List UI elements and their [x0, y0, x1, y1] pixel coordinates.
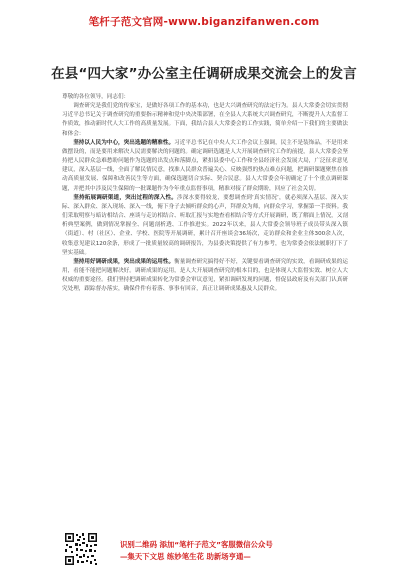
- footer-slogan: —集天下文思 练妙笔生花 助新场亨通—: [120, 552, 251, 561]
- footer: [0, 532, 408, 572]
- page-title: 在县“四大家”办公室主任调研成果交流会上的发言: [51, 66, 357, 82]
- site-header: 笔杆子范文官网-www.biganzifanwen.com: [88, 16, 320, 28]
- section-1-heading: 坚持以人民为中心，突出选题的精准性。: [73, 139, 175, 146]
- section-3: [62, 258, 348, 295]
- footer-cta: 识别二维码 添加“笔杆子范文”客服微信公众号: [120, 540, 273, 549]
- section-1-text: 习近平总书记在中央人大工作会议上强调，民主不是装饰品，不是用来做摆设的，而是要用来解决人民需要解决的问题的。确定调研选题是人大开展调查研究工作的前提，县人大常委会坚持把人民群众急难愁盼问题作为选题的出发点和落脚点，紧扣县委中心工作和全县经济社会发展大局，广泛征求意见建议，深入基层一线，全面了解民情民意，找准人民群众普遍关心、反映强烈的热点难点问题，把调研课题聚焦在推动高质量发展、保障和改善民生等方面，确保选题切合实际、契合民意。县人大常委会年初确定了十个重点调研课题，并把其中涉及民生保障的一批课题作为今年重点监督事项，精准对接了群众期盼，回应了社会关切。: [62, 139, 348, 192]
- section-2: [62, 194, 348, 258]
- paragraph-intro: 调查研究是我们党的传家宝，是做好各项工作的基本功，也是大兴调查研究的法定行为。县人大常委会切实贯彻习近平总书记关于调查研究的重要指示精神和党中央决策部署，在全县人大系统大兴调查研究，不断提升人大监督工作质效，推动新时代人大工作的高质量发展。下面，我结合县人大常委会的工作实践，简单介绍一下我们的主要做法和体会：: [62, 103, 348, 137]
- section-2-heading: 坚持拓展调研渠道，突出过程的深入性。: [73, 194, 177, 201]
- section-1: [62, 139, 348, 194]
- document-body: [62, 93, 348, 294]
- qr-code-icon: [64, 532, 98, 566]
- section-3-heading: 坚持用好调研成果，突出成果的运用性。: [73, 258, 175, 265]
- section-3-text: 衡量调查研究搞得好不好，关键要看调查研究的实效，看调研成果的运用，看能不能把问题解决好。调研成果的运用，是人大开展调查研究的根本目的，也是体现人大监督实效、树立人大权威的重要途径。我们坚持把调研成果转化为常委会审议意见，紧扣调研发现的问题，督促县政府及有关部门认真研究处理，跟踪督办落实，确保件件有着落、事事有回音，真正让调研成果惠及人民群众。: [62, 258, 348, 293]
- section-2-text: 涉深水要得较龙，要想调查到‘真实情况’，就必须深入基层、深入实际、深入群众、深入现场、深入一线，俯下身子去倾听群众的心声，拜群众为师，向群众学习，掌握第一手资料。我们采取明察与暗访相结合、座谈与走访相结合、听取汇报与实地查看相结合等方式开展调研，既了解面上情况，又剖析典型案例，做到情况掌握全、问题剖析透、工作推进实。2022年以来，县人大常委会领导班子成员带头深入镇（街道）、村（社区）、企业、学校、医院等开展调研，累计召开座谈会36场次，走访群众和企业主体300余人次，收集意见建议120余条，形成了一批质量较高的调研报告，为县委决策提供了有力参考，也为常委会依法履职打下了坚实基础。: [62, 194, 348, 256]
- salutation: 尊敬的各位领导，同志们：: [62, 94, 130, 100]
